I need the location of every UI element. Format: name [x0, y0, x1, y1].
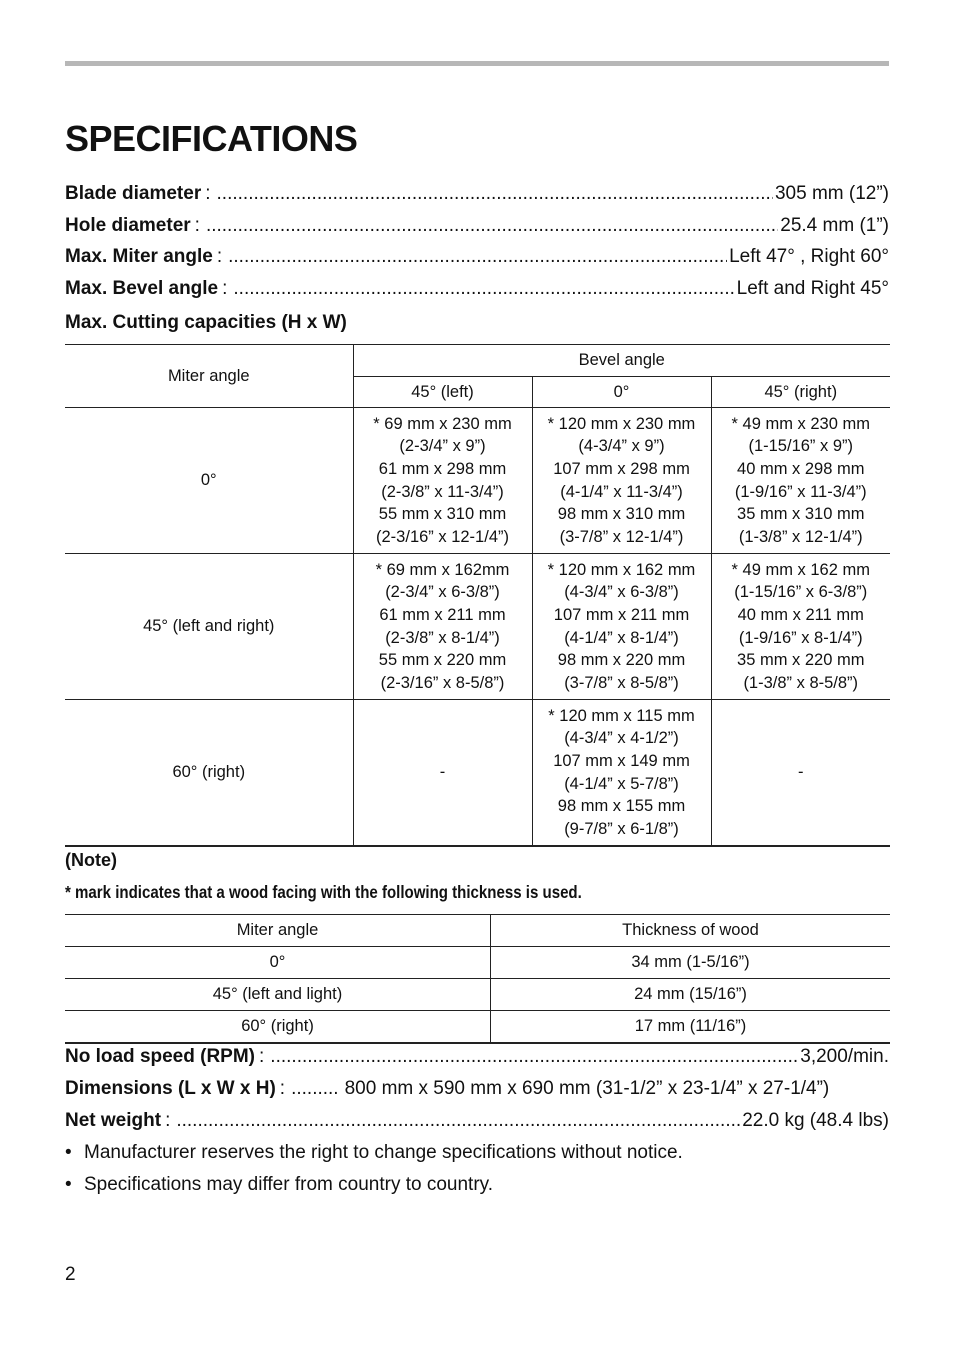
bullet-text: Manufacturer reserves the right to change specifications without notice. — [84, 1142, 683, 1163]
table-cell: 34 mm (1-5/16”) — [491, 947, 891, 979]
spec-net-weight: Net weight : ..... 22.0 kg (48.4 lbs) — [65, 1110, 889, 1136]
leader-dots — [217, 183, 773, 205]
spec-label: Hole diameter — [65, 215, 191, 236]
spec-label: Max. Bevel angle — [65, 278, 219, 299]
table-row — [65, 1011, 890, 1044]
leader-dots — [228, 246, 727, 268]
spec-no-load-speed: No load speed (RPM) : ..... 3,200/min. — [65, 1046, 889, 1072]
miter-cell: 0° — [65, 408, 353, 554]
table-cell: 17 mm (11/16”) — [491, 1011, 891, 1044]
spec-max-bevel-angle: Max. Bevel angle : ..... Left and Right 45° — [65, 278, 889, 304]
spec-value: 25.4 mm (1”) — [780, 215, 889, 236]
spec-label: Max. Miter angle — [65, 246, 213, 267]
capacity-cell: * 49 mm x 162 mm (1-15/16” x 6-3/8”) 40 mm x 211 mm (1-9/16” x 8-1/4”) 35 mm x 220 mm (1-3/8” x 8-5/8”) — [711, 554, 890, 700]
miter-cell: 45° (left and right) — [65, 554, 353, 700]
list-item — [65, 1174, 493, 1196]
capacity-cell: - — [711, 700, 890, 847]
column-header: Thickness of wood — [491, 915, 891, 947]
note-label: (Note) — [65, 850, 117, 870]
spec-dimensions: Dimensions (L x W x H) : ......... 800 mm x 590 mm x 690 mm (31-1/2” x 23-1/4” x 27-1/4”) — [65, 1078, 830, 1099]
spec-label: Blade diameter — [65, 183, 202, 204]
leader-dots — [176, 1110, 740, 1132]
spec-value: 3,200/min. — [800, 1046, 889, 1067]
cutting-capacity-table — [65, 344, 890, 847]
table-row — [65, 947, 890, 979]
spec-max-miter-angle: Max. Miter angle : ..... Left 47° , Right 60° — [65, 246, 889, 272]
bevel-column-header: 45° (left) — [353, 377, 532, 408]
table-cell: 45° (left and light) — [65, 979, 491, 1011]
top-rule — [65, 61, 889, 66]
table-cell: 24 mm (15/16”) — [491, 979, 891, 1011]
page-title: SPECIFICATIONS — [65, 118, 358, 159]
note-text: * mark indicates that a wood facing with the following thickness is used. — [65, 882, 582, 902]
spec-label: Net weight — [65, 1110, 162, 1131]
leader-dots: ......... — [291, 1078, 339, 1099]
spec-value: Left and Right 45° — [736, 278, 889, 299]
capacity-cell: * 120 mm x 115 mm (4-3/4” x 4-1/2”) 107 mm x 149 mm (4-1/4” x 5-7/8”) 98 mm x 155 mm (9-7/8” x 6-1/8”) — [532, 700, 711, 847]
table-row — [65, 554, 890, 700]
capacity-cell: * 120 mm x 230 mm (4-3/4” x 9”) 107 mm x 298 mm (4-1/4” x 11-3/4”) 98 mm x 310 mm (3-7/8” x 12-1/4”) — [532, 408, 711, 554]
spec-value: 22.0 kg (48.4 lbs) — [742, 1110, 889, 1131]
bevel-column-header: 45° (right) — [711, 377, 890, 408]
capacity-cell: * 69 mm x 230 mm (2-3/4” x 9”) 61 mm x 298 mm (2-3/8” x 11-3/4”) 55 mm x 310 mm (2-3/16” x 12-1/4”) — [353, 408, 532, 554]
miter-angle-header: Miter angle — [65, 345, 353, 408]
capacity-cell: * 120 mm x 162 mm (4-3/4” x 6-3/8”) 107 mm x 211 mm (4-1/4” x 8-1/4”) 98 mm x 220 mm (3-7/8” x 8-5/8”) — [532, 554, 711, 700]
table-row — [65, 979, 890, 1011]
leader-dots — [270, 1046, 798, 1068]
spec-value: 800 mm x 590 mm x 690 mm (31-1/2” x 23-1/4” x 27-1/4”) — [344, 1078, 830, 1099]
spec-value: 305 mm (12”) — [774, 183, 889, 204]
spec-value: Left 47° , Right 60° — [729, 246, 889, 267]
page-number: 2 — [65, 1264, 76, 1285]
leader-dots — [206, 215, 778, 237]
table-row — [65, 408, 890, 554]
bullet-icon: • — [65, 1142, 72, 1163]
list-item — [65, 1142, 683, 1164]
table-header-row — [65, 915, 890, 947]
spec-hole-diameter: Hole diameter : ..... 25.4 mm (1”) — [65, 215, 889, 241]
spec-label: No load speed (RPM) — [65, 1046, 256, 1067]
spec-label: Dimensions (L x W x H) — [65, 1078, 276, 1099]
leader-dots — [233, 278, 734, 300]
bevel-angle-header: Bevel angle — [353, 345, 890, 377]
capacity-cell: - — [353, 700, 532, 847]
miter-cell: 60° (right) — [172, 763, 246, 782]
bevel-column-header: 0° — [532, 377, 711, 408]
cutting-capacities-title: Max. Cutting capacities (H x W) — [65, 312, 347, 333]
table-row — [65, 700, 890, 847]
capacity-cell: * 49 mm x 230 mm (1-15/16” x 9”) 40 mm x 298 mm (1-9/16” x 11-3/4”) 35 mm x 310 mm (1-3/8” x 12-1/4”) — [711, 408, 890, 554]
wood-thickness-table — [65, 914, 890, 1044]
capacity-cell: * 69 mm x 162mm (2-3/4” x 6-3/8”) 61 mm x 211 mm (2-3/8” x 8-1/4”) 55 mm x 220 mm (2-3/16” x 8-5/8”) — [353, 554, 532, 700]
spec-blade-diameter: Blade diameter : ..... 305 mm (12”) — [65, 183, 889, 209]
bullet-icon: • — [65, 1174, 72, 1195]
column-header: Miter angle — [65, 915, 491, 947]
table-cell: 60° (right) — [65, 1011, 491, 1044]
table-cell: 0° — [65, 947, 491, 979]
bullet-text: Specifications may differ from country to country. — [84, 1174, 494, 1195]
